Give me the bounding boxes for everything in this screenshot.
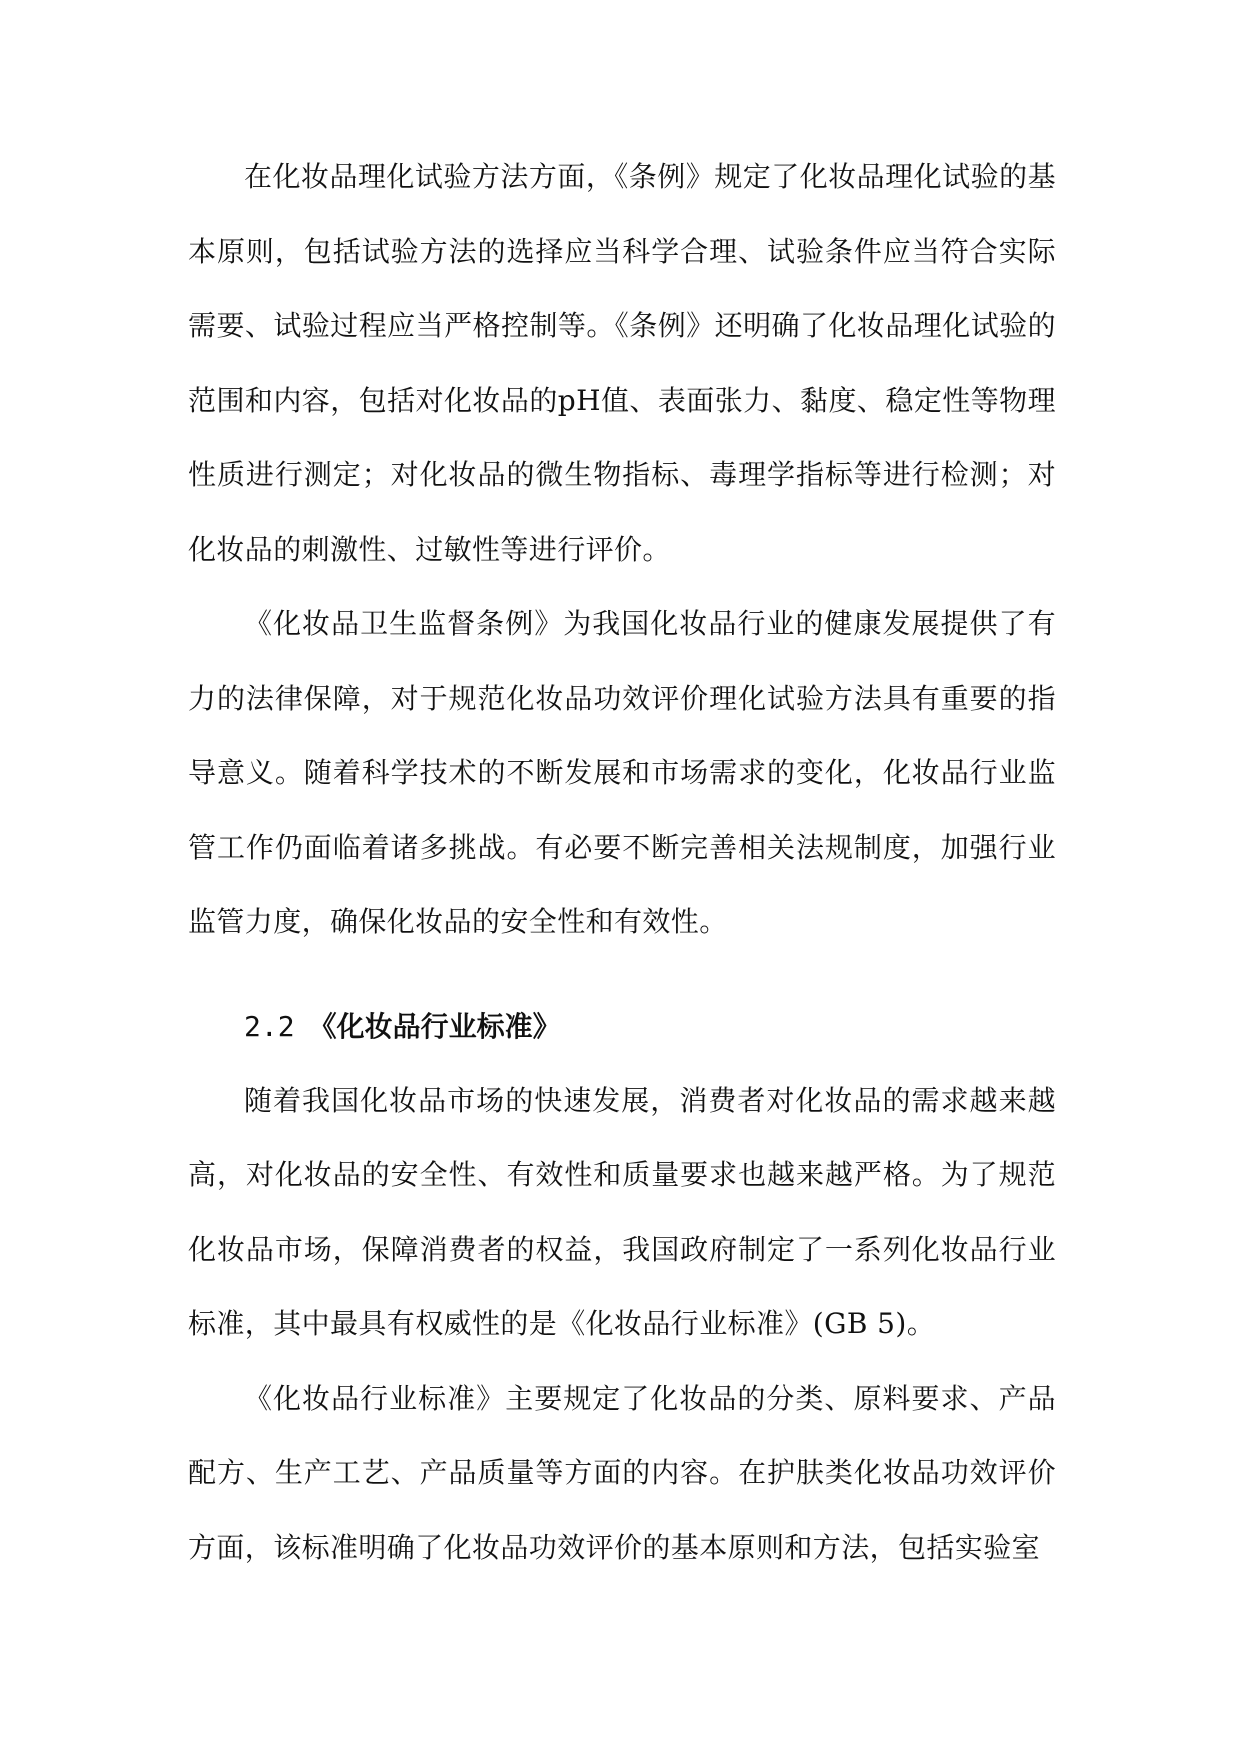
section-title: 《化妆品行业标准》 <box>308 1009 561 1043</box>
section-heading <box>188 990 1056 1064</box>
document-page <box>188 140 1056 1585</box>
paragraph-market-development: 随着我国化妆品市场的快速发展，消费者对化妆品的需求越来越高，对化妆品的安全性、有效性和质量要求也越来越严格。为了规范化妆品市场，保障消费者的权益，我国政府制定了一系列化妆品行业标准，其中最具有权威性的是《化妆品行业标准》(GB 5)。 <box>188 1083 1056 1340</box>
section-number: 2.2 <box>244 1009 295 1043</box>
paragraph-regulation-significance: 《化妆品卫生监督条例》为我国化妆品行业的健康发展提供了有力的法律保障，对于规范化妆品功效评价理化试验方法具有重要的指导意义。随着科学技术的不断发展和市场需求的变化，化妆品行业监管工作仍面临着诸多挑战。有必要不断完善相关法规制度，加强行业监管力度，确保化妆品的安全性和有效性。 <box>188 607 1056 938</box>
paragraph-standard-contents: 《化妆品行业标准》主要规定了化妆品的分类、原料要求、产品配方、生产工艺、产品质量等方面的内容。在护肤类化妆品功效评价方面，该标准明确了化妆品功效评价的基本原则和方法，包括实验室 <box>188 1381 1056 1564</box>
paragraph-test-methods: 在化妆品理化试验方法方面，《条例》规定了化妆品理化试验的基本原则，包括试验方法的选择应当科学合理、试验条件应当符合实际需要、试验过程应当严格控制等。《条例》还明确了化妆品理化试验的范围和内容，包括对化妆品的pH值、表面张力、黏度、稳定性等物理性质进行测定；对化妆品的微生物指标、毒理学指标等进行检测；对化妆品的刺激性、过敏性等进行评价。 <box>188 160 1056 566</box>
